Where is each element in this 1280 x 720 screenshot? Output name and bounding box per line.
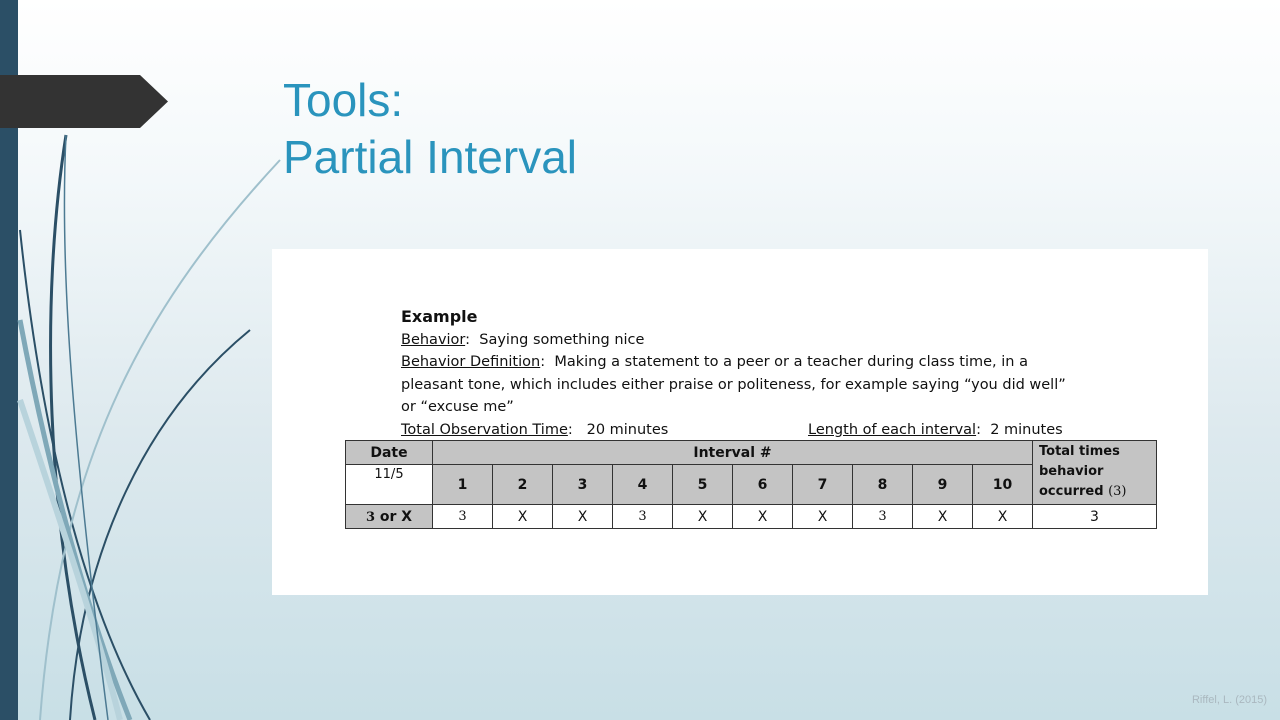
interval-mark: X	[673, 505, 733, 529]
interval-number: 1	[433, 465, 493, 505]
partial-interval-table	[345, 440, 1157, 529]
interval-mark: 3	[613, 505, 673, 529]
interval-number: 8	[853, 465, 913, 505]
interval-length-value: 2 minutes	[990, 421, 1063, 438]
slide-title	[283, 72, 577, 186]
interval-length-label: Length of each interval	[808, 421, 977, 438]
date-value: 11/5	[346, 465, 433, 505]
example-heading: Example	[401, 307, 478, 326]
behavior-line: Behavior: Saying something nice	[401, 332, 645, 348]
title-marker-tab	[0, 75, 168, 128]
title-line-2: Partial Interval	[283, 131, 578, 183]
interval-mark: X	[913, 505, 973, 529]
date-header: Date	[346, 441, 433, 465]
interval-number: 6	[733, 465, 793, 505]
interval-header: Interval #	[433, 441, 1033, 465]
behavior-value: Saying something nice	[479, 332, 645, 348]
interval-mark: 3	[433, 505, 493, 529]
mark-row-label: 3 or X	[346, 505, 433, 529]
title-line-1: Tools:	[283, 74, 404, 126]
interval-mark: X	[973, 505, 1033, 529]
interval-number: 10	[973, 465, 1033, 505]
interval-number: 3	[553, 465, 613, 505]
definition-line-1: Behavior Definition: Making a statement to a peer or a teacher during class time, in a	[401, 354, 1028, 371]
timing-line: Total Observation Time: 20 minutes Length of each interval: 2 minutes	[401, 421, 1063, 438]
interval-number: 5	[673, 465, 733, 505]
behavior-label: Behavior	[401, 332, 466, 348]
total-value: 3	[1033, 505, 1157, 529]
definition-label: Behavior Definition	[401, 354, 541, 371]
interval-mark: 3	[853, 505, 913, 529]
interval-number: 9	[913, 465, 973, 505]
example-text-block	[401, 305, 1101, 441]
interval-mark: X	[553, 505, 613, 529]
interval-number: 4	[613, 465, 673, 505]
citation-footer: Riffel, L. (2015)	[1191, 694, 1267, 706]
total-time-value: 20 minutes	[586, 421, 669, 438]
interval-mark: X	[733, 505, 793, 529]
total-time-label: Total Observation Time	[401, 421, 568, 438]
example-document-image	[272, 249, 1208, 595]
interval-number: 2	[493, 465, 553, 505]
interval-mark: X	[493, 505, 553, 529]
definition-line-2: pleasant tone, which includes either praise or politeness, for example saying “you did well”	[401, 376, 1066, 393]
interval-mark: X	[793, 505, 853, 529]
definition-text-1: Making a statement to a peer or a teacher during class time, in a	[554, 354, 1028, 371]
definition-line-3: or “excuse me”	[401, 399, 514, 416]
interval-number: 7	[793, 465, 853, 505]
total-header: Total times behavior occurred (3)	[1033, 441, 1157, 505]
